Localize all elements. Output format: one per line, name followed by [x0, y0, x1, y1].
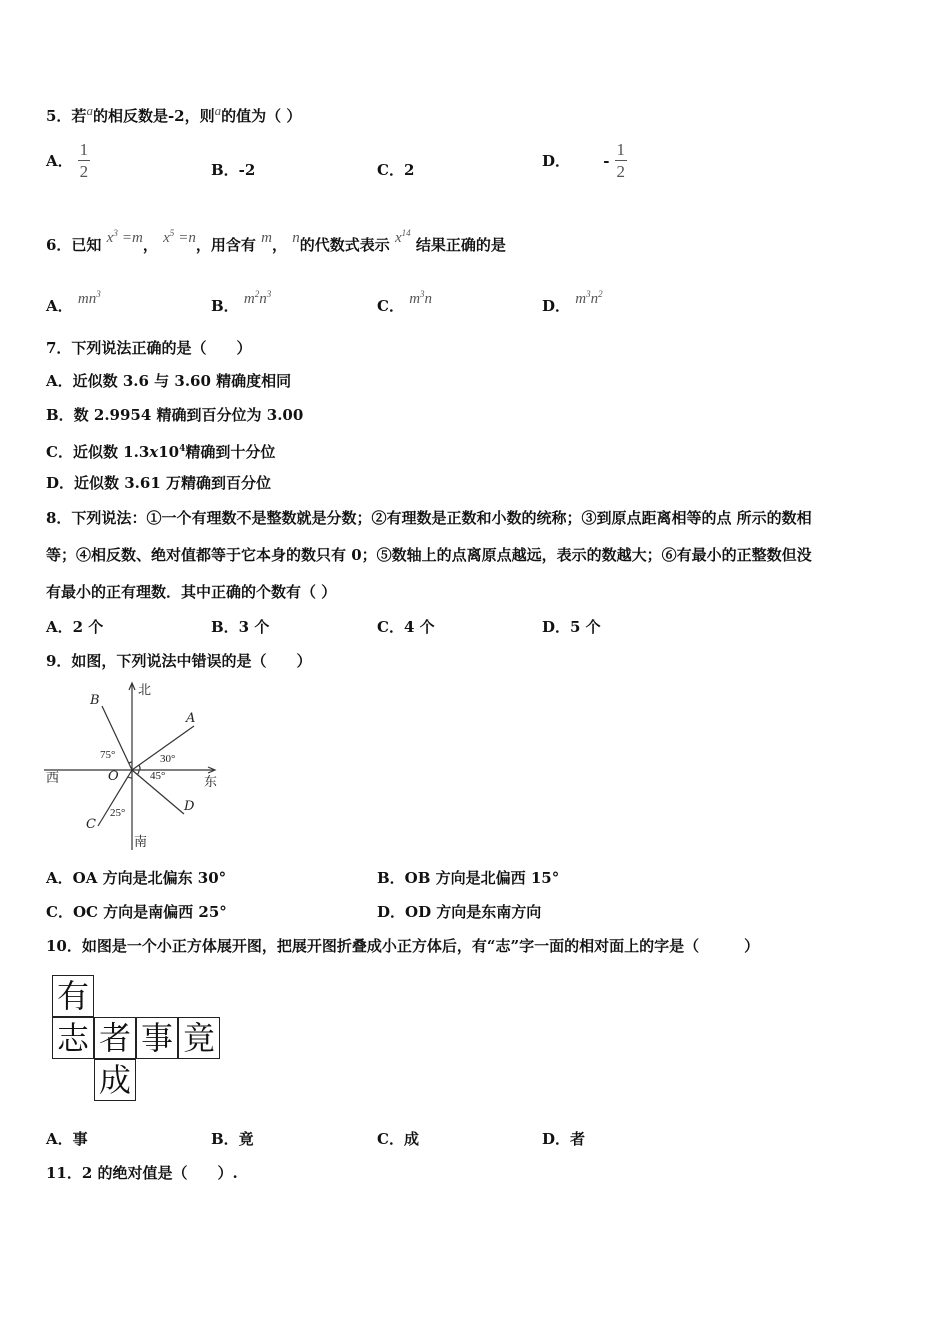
angle-25: 25°	[110, 807, 126, 819]
q7-option-c: C．近似数 $1.3x10^4$精确到十分位	[46, 443, 276, 461]
angle-arc-a	[139, 765, 140, 770]
fraction: $\frac{1}{2}$	[616, 140, 625, 181]
q9-option-d: D．OD 方向是东南方向	[377, 903, 542, 921]
q5-stem: 5．若$^a$的相反数是-2，则$^a$的值为（ ）	[46, 103, 302, 125]
label-east: 东	[204, 775, 218, 790]
angle-arc-d	[137, 770, 139, 775]
q8-stem-line3: 有最小的正有理数．其中正确的个数有（ ）	[46, 583, 337, 601]
q7-option-d: D．近似数 3.61 万精确到百分位	[46, 474, 271, 492]
q5-option-d: D． - $\frac{1}{2}$	[542, 140, 625, 181]
label-d: D	[184, 799, 195, 814]
q7-option-a: A．近似数 3.6 与 3.60 精确度相同	[46, 372, 292, 390]
compass-figure	[44, 678, 224, 850]
q8-stem-line1: 8．下列说法：①一个有理数不是整数就是分数；②有理数是正数和小数的统称；③到原点距离相等的点 所示的数相	[46, 509, 812, 527]
q8-option-b: B．3 个	[211, 618, 270, 636]
angle-arc-c	[128, 777, 132, 778]
net-face-zhe: 者	[94, 1017, 136, 1059]
q10-option-b: B．竟	[211, 1130, 254, 1148]
q6-option-c: C． $m^3n$	[377, 289, 433, 315]
q8-option-d: D．5 个	[542, 618, 601, 636]
q5-option-a: A． $\frac{1}{2}$	[46, 140, 89, 181]
net-face-cheng: 成	[94, 1059, 136, 1101]
fraction: $\frac{1}{2}$	[79, 140, 89, 181]
q9-option-a: A．OA 方向是北偏东 30°	[46, 869, 227, 887]
q8-option-c: C．4 个	[377, 618, 435, 636]
q9-option-c: C．OC 方向是南偏西 25°	[46, 903, 227, 921]
angle-30: 30°	[160, 753, 176, 765]
label-west: 西	[46, 771, 60, 786]
label-c: C	[86, 817, 96, 832]
label-b: B	[90, 693, 100, 708]
q10-option-c: C．成	[377, 1130, 419, 1148]
label-a: A	[186, 711, 196, 726]
q5-option-b: B．-2	[211, 161, 256, 179]
q8-option-a: A．2 个	[46, 618, 104, 636]
label-o: O	[108, 769, 119, 784]
net-face-you: 有	[52, 975, 94, 1017]
net-face-jing: 竟	[178, 1017, 220, 1059]
q6-option-d: D． $m^3n^2$	[542, 289, 603, 315]
label-south: 南	[134, 835, 148, 850]
q7-stem: 7．下列说法正确的是（ ）	[46, 339, 252, 357]
q10-stem: 10．如图是一个小正方体展开图，把展开图折叠成小正方体后，有“志”字一面的相对面上的字是（ ）	[46, 937, 760, 955]
angle-45: 45°	[150, 770, 166, 782]
net-face-zhi: 志	[52, 1017, 94, 1059]
q10-option-a: A．事	[46, 1130, 88, 1148]
q6-stem: 6．已知 $x^3 =m$， $x^5 =n$，用含有 m， n的代数式表示 $x^{14}$ 结果正确的是	[46, 228, 506, 254]
label-north: 北	[138, 683, 152, 698]
q5-option-c: C．2	[377, 161, 415, 179]
q7-option-b: B．数 2.9954 精确到百分位为 3.00	[46, 406, 304, 424]
q10-option-d: D．者	[542, 1130, 586, 1148]
angle-75: 75°	[100, 749, 116, 761]
q8-stem-line2: 等；④相反数、绝对值都等于它本身的数只有 0；⑤数轴上的点离原点越远，表示的数越大；⑥有最小的正整数但没	[46, 546, 812, 564]
q11-stem: 11．2 的绝对值是（ ）.	[46, 1164, 238, 1182]
q9-stem: 9．如图，下列说法中错误的是（ ）	[46, 652, 312, 670]
net-face-shi: 事	[136, 1017, 178, 1059]
q6-option-a: A． $mn^3$	[46, 289, 101, 315]
q6-option-b: B． $m^2n^3$	[211, 289, 272, 315]
q9-option-b: B．OB 方向是北偏西 15°	[377, 869, 560, 887]
